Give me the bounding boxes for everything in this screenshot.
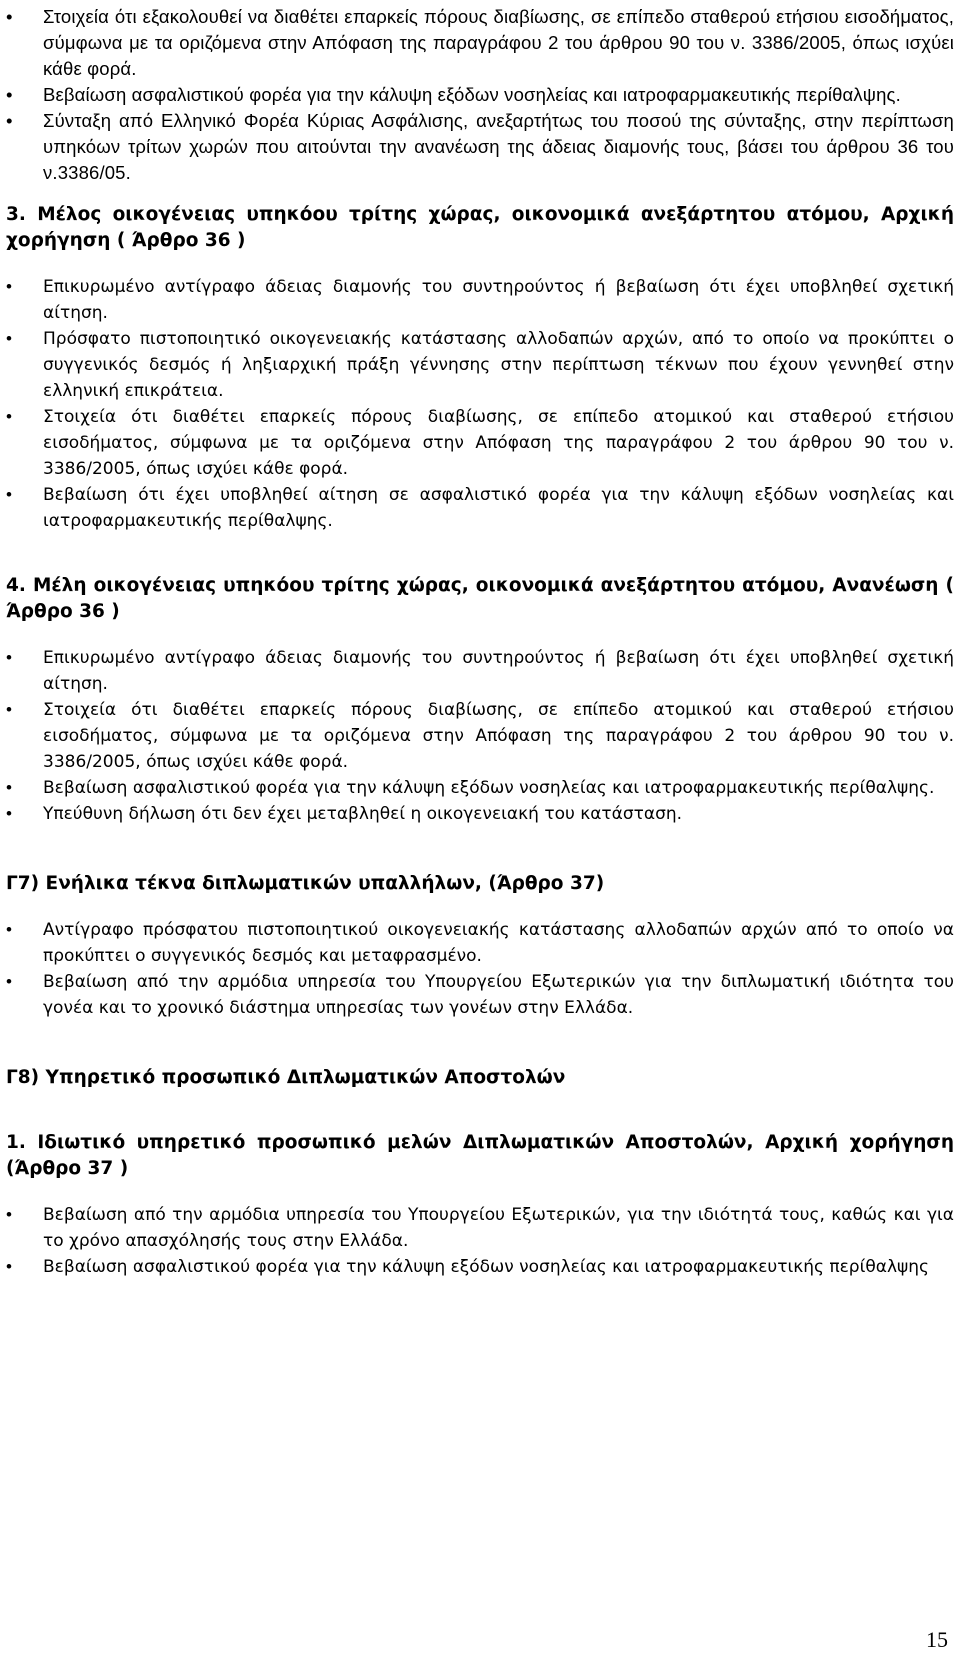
list-item: • Βεβαίωση από την αρμόδια υπηρεσία του Υπουργείου Εξωτερικών, για την ιδιότητά τους, καθώς και για το χρόνο απασχόλησής τους στην Ελλάδα.	[6, 1202, 954, 1254]
list-item: • Βεβαίωση ασφαλιστικού φορέα για την κάλυψη εξόδων νοσηλείας και ιατροφαρμακευτικής περίθαλψης.	[6, 82, 954, 108]
list-item: • Υπεύθυνη δήλωση ότι δεν έχει μεταβληθεί η οικογενειακή του κατάσταση.	[6, 801, 954, 827]
list-item: • Πρόσφατο πιστοποιητικό οικογενειακής κατάστασης αλλοδαπών αρχών, από το οποίο να προκύπτει ο συγγενικός δεσμός ή ληξιαρχική πράξη γέννησης στην περίπτωση τέκνων που έχουν γεννηθεί στην ελληνική επικράτεια.	[6, 326, 954, 404]
section-1-heading: 1. Ιδιωτικό υπηρετικό προσωπικό μελών Διπλωματικών Αποστολών, Αρχική χορήγηση (Άρθρο 37 )	[6, 1132, 954, 1179]
section-3-bullet-list	[6, 274, 954, 534]
section-g7-heading: Γ7) Ενήλικα τέκνα διπλωματικών υπαλλήλων, (Άρθρο 37)	[6, 873, 605, 894]
section-4-heading: 4. Μέλη οικογένειας υπηκόου τρίτης χώρας, οικονομικά ανεξάρτητου ατόμου, Ανανέωση ( Άρθρο 36 )	[6, 575, 954, 622]
section-g8-heading: Γ8) Υπηρετικό προσωπικό Διπλωματικών Αποστολών	[6, 1067, 566, 1088]
list-item: • Στοιχεία ότι διαθέτει επαρκείς πόρους διαβίωσης, σε επίπεδο ατομικού και σταθερού ετήσιου εισοδήματος, σύμφωνα με τα οριζόμενα στην Απόφαση της παραγράφου 2 του άρθρου 90 του ν. 3386/2005, όπως ισχύει κάθε φορά.	[6, 404, 954, 482]
list-item: • Βεβαίωση ασφαλιστικού φορέα για την κάλυψη εξόδων νοσηλείας και ιατροφαρμακευτικής περίθαλψης	[6, 1254, 954, 1280]
list-item: • Επικυρωμένο αντίγραφο άδειας διαμονής του συντηρούντος ή βεβαίωση ότι έχει υποβληθεί σχετική αίτηση.	[6, 274, 954, 326]
section-1-bullet-list	[6, 1202, 954, 1280]
document-page	[6, 0, 954, 1280]
top-bullet-list	[6, 4, 954, 186]
list-item: • Βεβαίωση ασφαλιστικού φορέα για την κάλυψη εξόδων νοσηλείας και ιατροφαρμακευτικής περίθαλψης.	[6, 775, 954, 801]
section-3-heading: 3. Μέλος οικογένειας υπηκόου τρίτης χώρας, οικονομικά ανεξάρτητου ατόμου, Αρχική χορήγηση ( Άρθρο 36 )	[6, 204, 954, 251]
list-item: • Σύνταξη από Ελληνικό Φορέα Κύριας Ασφάλισης, ανεξαρτήτως του ποσού της σύνταξης, στην περίπτωση υπηκόων τρίτων χωρών που αιτούνται την ανανέωση της άδειας διαμονής τους, βάσει του άρθρου 36 του ν.3386/05.	[6, 108, 954, 186]
list-item: • Βεβαίωση από την αρμόδια υπηρεσία του Υπουργείου Εξωτερικών για την διπλωματική ιδιότητα του γονέα και το χρονικό διάστημα υπηρεσίας των γονέων στην Ελλάδα.	[6, 969, 954, 1021]
list-item: • Στοιχεία ότι διαθέτει επαρκείς πόρους διαβίωσης, σε επίπεδο ατομικού και σταθερού ετήσιου εισοδήματος, σύμφωνα με τα οριζόμενα στην Απόφαση της παραγράφου 2 του άρθρου 90 του ν. 3386/2005, όπως ισχύει κάθε φορά.	[6, 697, 954, 775]
section-g7-bullet-list	[6, 917, 954, 1021]
list-item: • Βεβαίωση ότι έχει υποβληθεί αίτηση σε ασφαλιστικό φορέα για την κάλυψη εξόδων νοσηλείας και ιατροφαρμακευτικής περίθαλψης.	[6, 482, 954, 534]
section-4-bullet-list	[6, 645, 954, 827]
list-item: • Αντίγραφο πρόσφατου πιστοποιητικού οικογενειακής κατάστασης αλλοδαπών αρχών από το οποίο να προκύπτει ο συγγενικός δεσμός και μεταφρασμένο.	[6, 917, 954, 969]
page-number: 15	[926, 1627, 948, 1652]
list-item: • Στοιχεία ότι εξακολουθεί να διαθέτει επαρκείς πόρους διαβίωσης, σε επίπεδο σταθερού ετήσιου εισοδήματος, σύμφωνα με τα οριζόμενα στην Απόφαση της παραγράφου 2 του άρθρου 90 του ν. 3386/2005, όπως ισχύει κάθε φορά.	[6, 4, 954, 82]
list-item: • Επικυρωμένο αντίγραφο άδειας διαμονής του συντηρούντος ή βεβαίωση ότι έχει υποβληθεί σχετική αίτηση.	[6, 645, 954, 697]
